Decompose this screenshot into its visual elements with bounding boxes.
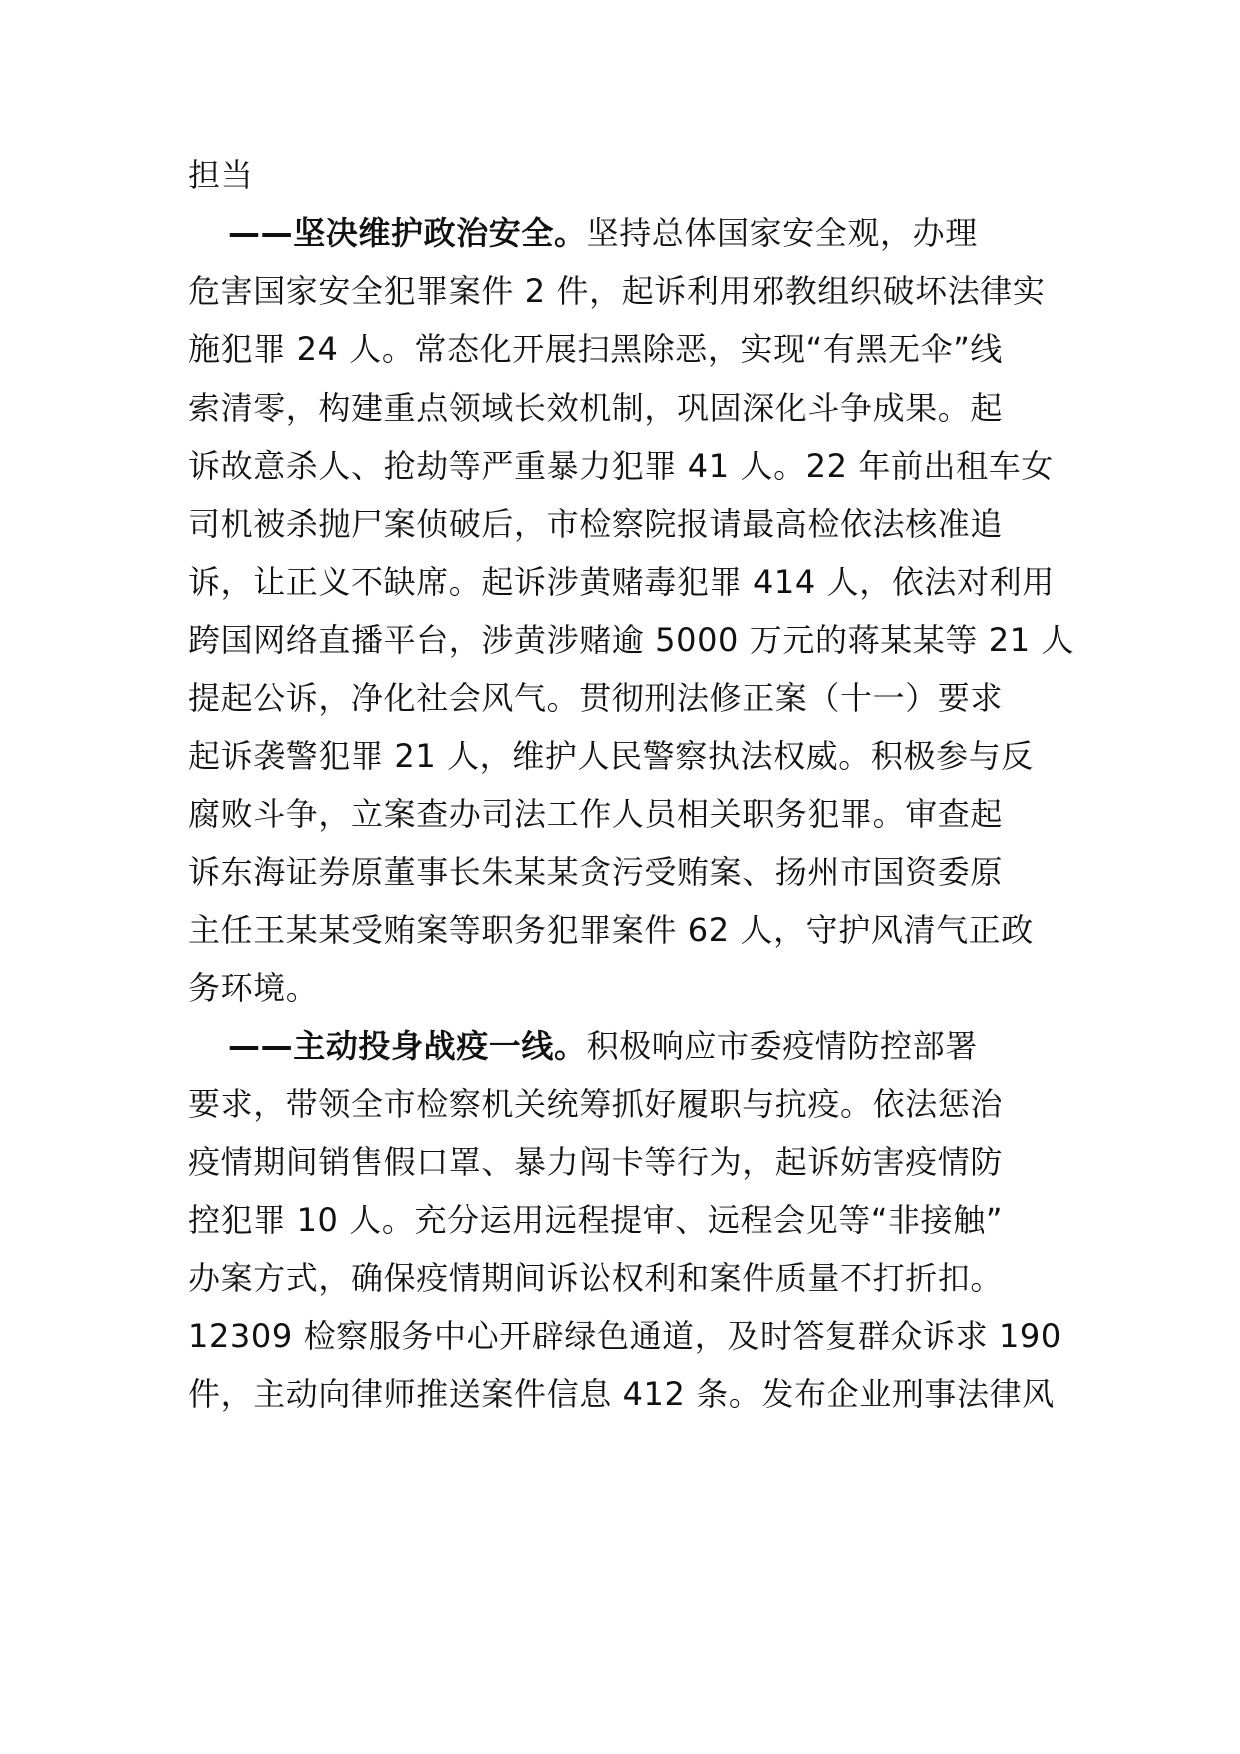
text-line: 要求，带领全市检察机关统筹抓好履职与抗疫。依法惩治 <box>188 1085 1004 1123</box>
text-line: 司机被杀抛尸案侦破后，市检察院报请最高检依法核准追 <box>188 505 1004 543</box>
text-line: 索清零，构建重点领域长效机制，巩固深化斗争成果。起 <box>188 389 1004 427</box>
text-run: 积极响应市委疫情防控部署 <box>586 1027 978 1065</box>
text-line: 控犯罪 10 人。充分运用远程提审、远程会见等“非接触” <box>188 1201 1004 1239</box>
text-line: 起诉袭警犯罪 21 人，维护人民警察执法权威。积极参与反 <box>188 737 1034 775</box>
text-line: 务环境。 <box>188 969 319 1007</box>
text-line: 施犯罪 24 人。常态化开展扫黑除恶，实现“有黑无伞”线 <box>188 330 1004 368</box>
section-heading: ——坚决维护政治安全。 <box>228 214 587 252</box>
text-line: 办案方式，确保疫情期间诉讼权利和案件质量不打折扣。 <box>188 1259 1004 1297</box>
text-line: 件，主动向律师推送案件信息 412 条。发布企业刑事法律风 <box>188 1375 1055 1413</box>
paragraph-first-line <box>228 1021 978 1071</box>
text-line: 危害国家安全犯罪案件 2 件，起诉利用邪教组织破坏法律实 <box>188 272 1046 310</box>
text-line: 腐败斗争，立案查办司法工作人员相关职务犯罪。审查起 <box>188 795 1004 833</box>
text-line: 诉东海证券原董事长朱某某贪污受贿案、扬州市国资委原 <box>188 853 1004 891</box>
section-heading: ——主动投身战疫一线。 <box>228 1027 587 1065</box>
text-run: 坚持总体国家安全观，办理 <box>586 214 978 252</box>
text-line: 主任王某某受贿案等职务犯罪案件 62 人，守护风清气正政 <box>188 911 1034 949</box>
text-line: 疫情期间销售假口罩、暴力闯卡等行为，起诉妨害疫情防 <box>188 1143 1004 1181</box>
text-line: 诉故意杀人、抢劫等严重暴力犯罪 41 人。22 年前出租车女 <box>188 447 1054 485</box>
paragraph-first-line <box>228 208 978 258</box>
text-line: 担当 <box>188 156 254 194</box>
text-line: 诉，让正义不缺席。起诉涉黄赌毒犯罪 414 人，依法对利用 <box>188 563 1055 601</box>
text-line: 12309 检察服务中心开辟绿色通道，及时答复群众诉求 190 <box>188 1317 1062 1355</box>
text-line: 提起公诉，净化社会风气。贯彻刑法修正案（十一）要求 <box>188 679 1004 717</box>
text-line: 跨国网络直播平台，涉黄涉赌逾 5000 万元的蒋某某等 21 人 <box>188 621 1075 659</box>
